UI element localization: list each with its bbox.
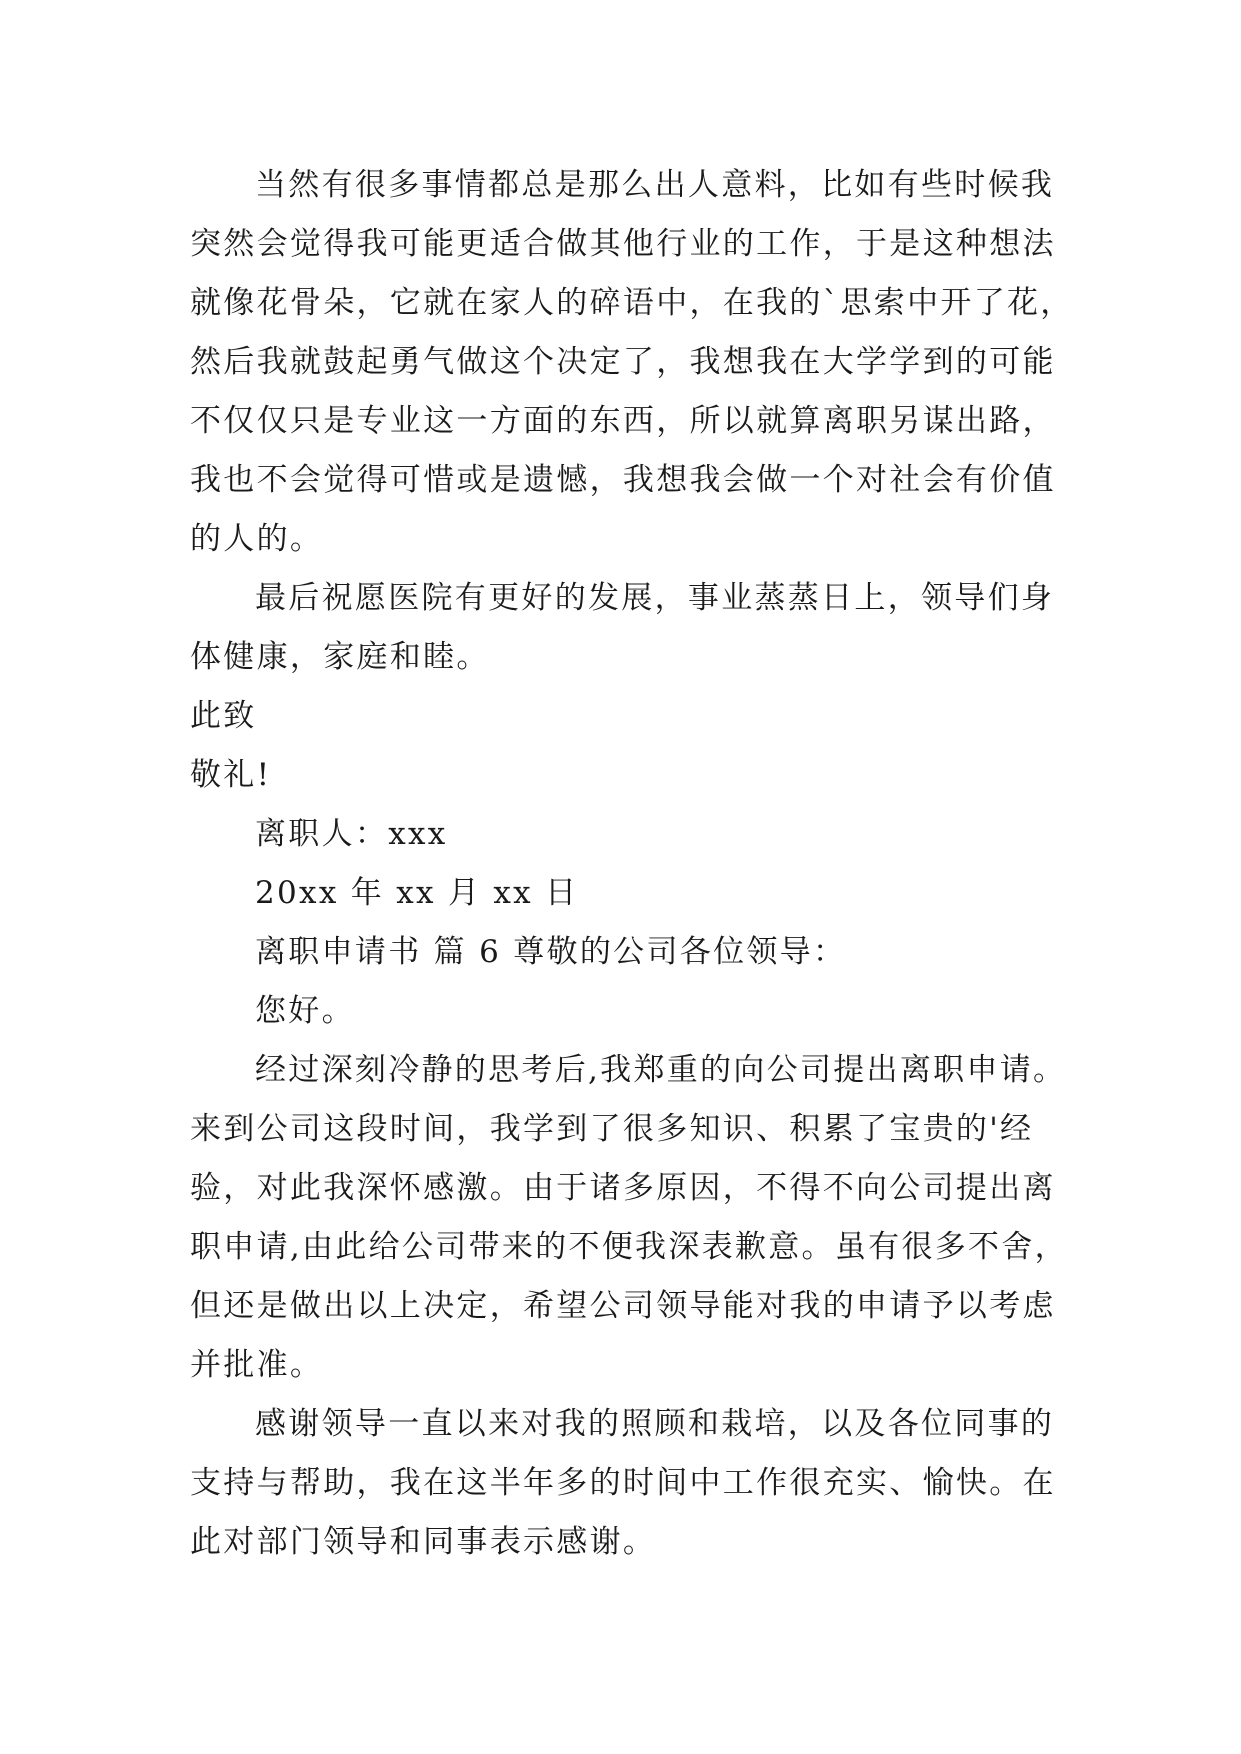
date-line: 20xx 年 xx 月 xx 日: [255, 875, 579, 911]
section-heading: 离职申请书 篇 6 尊敬的公司各位领导：: [255, 934, 847, 970]
greeting-line: 您好。: [255, 993, 355, 1029]
closing-respect: 敬礼!: [190, 757, 272, 793]
paragraph-1-line-4: 然后我就鼓起勇气做这个决定了，我想我在大学学到的可能: [190, 344, 1056, 380]
paragraph-1-line-5: 不仅仅只是专业这一方面的东西，所以就算离职另谋出路，: [190, 403, 1056, 439]
closing-salutation: 此致: [190, 698, 257, 734]
paragraph-1-line-3: 就像花骨朵，它就在家人的碎语中，在我的`思索中开了花，: [190, 285, 1074, 321]
paragraph-3-line-6: 并批准。: [190, 1347, 324, 1383]
signer-line: 离职人：xxx: [255, 816, 448, 852]
paragraph-4-line-2: 支持与帮助，我在这半年多的时间中工作很充实、愉快。在: [190, 1465, 1056, 1501]
paragraph-1-line-1: 当然有很多事情都总是那么出人意料，比如有些时候我: [255, 167, 1055, 203]
paragraph-3-line-5: 但还是做出以上决定，希望公司领导能对我的申请予以考虑: [190, 1288, 1056, 1324]
paragraph-2-line-1: 最后祝愿医院有更好的发展，事业蒸蒸日上，领导们身: [255, 580, 1055, 616]
paragraph-3-line-2: 来到公司这段时间，我学到了很多知识、积累了宝贵的'经: [190, 1111, 1034, 1147]
paragraph-4-line-1: 感谢领导一直以来对我的照顾和栽培，以及各位同事的: [255, 1406, 1055, 1442]
paragraph-4-line-3: 此对部门领导和同事表示感谢。: [190, 1524, 657, 1560]
paragraph-1-line-7: 的人的。: [190, 521, 324, 557]
paragraph-1-line-6: 我也不会觉得可惜或是遗憾，我想我会做一个对社会有价值: [190, 462, 1056, 498]
paragraph-1-line-2: 突然会觉得我可能更适合做其他行业的工作，于是这种想法: [190, 226, 1056, 262]
paragraph-3-line-1: 经过深刻冷静的思考后,我郑重的向公司提出离职申请。: [255, 1052, 1067, 1088]
paragraph-3-line-3: 验，对此我深怀感激。由于诸多原因，不得不向公司提出离: [190, 1170, 1056, 1206]
paragraph-2-line-2: 体健康，家庭和睦。: [190, 639, 490, 675]
paragraph-3-line-4: 职申请,由此给公司带来的不便我深表歉意。虽有很多不舍，: [190, 1229, 1068, 1265]
